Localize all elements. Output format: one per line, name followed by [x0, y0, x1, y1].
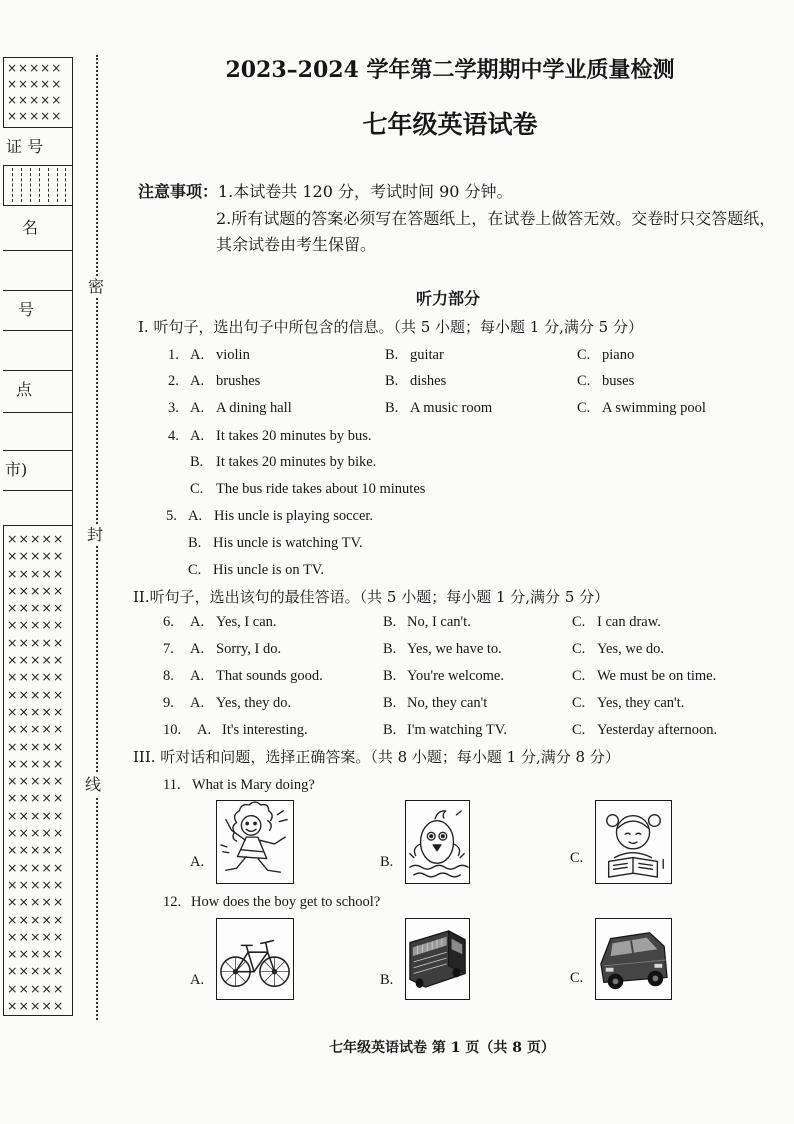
option-text: It takes 20 minutes by bike.: [216, 454, 377, 470]
option-letter: C.: [572, 614, 586, 630]
option-letter: A.: [190, 614, 205, 630]
id-number-label: 证 号: [6, 137, 44, 156]
section-2-title: II.听句子，选出该句的最佳答语。（共 5 小题；每小题 1 分,满分 5 分）: [133, 588, 610, 606]
listening-heading: 听力部分: [415, 289, 480, 308]
cell-divider: [21, 168, 22, 202]
exam-subtitle: 七年级英语试卷: [362, 110, 538, 139]
option-text: No, they can't: [407, 695, 488, 711]
question-number: 10.: [163, 722, 182, 738]
cross-row: ×××××: [7, 894, 65, 910]
option-letter: A.: [190, 347, 205, 363]
option-letter: C.: [577, 373, 591, 389]
option-letter: C.: [572, 722, 586, 738]
cell-divider: [65, 168, 66, 202]
option-letter: C.: [190, 481, 204, 497]
note-item: 1.本试卷共 120 分，考试时间 90 分钟。: [218, 182, 513, 201]
option-letter: B.: [380, 854, 394, 870]
strip-rule: [3, 330, 73, 331]
strip-rule: [3, 412, 73, 413]
option-letter: C.: [570, 850, 584, 866]
cross-row: ×××××: [7, 721, 65, 737]
option-letter: B.: [383, 722, 397, 738]
strip-rule: [3, 290, 73, 291]
cell-divider: [30, 168, 31, 202]
cross-row: ×××××: [7, 617, 65, 633]
option-letter: A.: [188, 508, 203, 524]
option-text: guitar: [410, 347, 444, 363]
cross-row: ×××××: [7, 77, 63, 91]
cross-row: ×××××: [7, 773, 65, 789]
girl-reading-picture: [595, 800, 672, 884]
option-text: Yes, they can't.: [597, 695, 685, 711]
option-letter: B.: [385, 400, 399, 416]
cross-row: ×××××: [7, 61, 63, 75]
girl-reading-drawing: [596, 801, 671, 883]
name-label: 名: [22, 218, 39, 237]
bicycle-picture: [216, 918, 294, 1000]
option-text: Yes, we have to.: [407, 641, 502, 657]
question-stem: How does the boy get to school?: [191, 894, 381, 910]
option-letter: A.: [190, 668, 205, 684]
option-text: brushes: [216, 373, 261, 389]
option-text: Yes, they do.: [216, 695, 292, 711]
option-letter: B.: [385, 373, 399, 389]
cross-row: ×××××: [7, 876, 65, 892]
notes-label: 注意事项：: [138, 182, 219, 201]
option-text: I can draw.: [597, 614, 661, 630]
girl-dancing-drawing: [217, 801, 293, 883]
exam-number-label: 号: [18, 300, 35, 319]
option-letter: A.: [190, 400, 205, 416]
option-letter: B.: [190, 454, 204, 470]
option-letter: A.: [190, 854, 205, 870]
cell-divider: [48, 168, 49, 202]
question-number: 6.: [163, 614, 174, 630]
option-text: A music room: [410, 400, 493, 416]
car-drawing: [596, 919, 671, 999]
question-number: 4.: [168, 428, 179, 444]
cross-row: ×××××: [7, 807, 65, 823]
option-letter: B.: [383, 641, 397, 657]
option-letter: B.: [383, 695, 397, 711]
cross-row: ×××××: [7, 582, 65, 598]
strip-rule: [3, 1015, 73, 1016]
cross-row: ×××××: [7, 703, 65, 719]
cross-row: ×××××: [7, 963, 65, 979]
question-stem: What is Mary doing?: [192, 777, 315, 793]
option-text: Yes, I can.: [216, 614, 277, 630]
strip-rule: [3, 127, 73, 128]
option-letter: C.: [570, 970, 584, 986]
option-letter: C.: [577, 400, 591, 416]
question-number: 8.: [163, 668, 174, 684]
cross-row: ×××××: [7, 738, 65, 754]
strip-rule: [3, 370, 73, 371]
option-text: We must be on time.: [597, 668, 717, 684]
option-letter: A.: [190, 373, 205, 389]
option-text: That sounds good.: [216, 668, 323, 684]
strip-rule: [3, 250, 73, 251]
strip-left-border-cells: [3, 165, 4, 205]
strip-rule: [3, 490, 73, 491]
bus-picture: [405, 918, 470, 1000]
cross-row: ×××××: [7, 946, 65, 962]
option-letter: A.: [190, 428, 205, 444]
seal-mark-mi: 密: [88, 277, 105, 296]
section-1-title: I. 听句子，选出句子中所包含的信息。（共 5 小题；每小题 1 分,满分 5 分）: [138, 318, 643, 336]
chick-swimming-drawing: [406, 801, 469, 883]
cross-row: ×××××: [7, 669, 65, 685]
girl-dancing-picture: [216, 800, 294, 884]
cross-row: ×××××: [7, 652, 65, 668]
cross-row: ×××××: [7, 980, 65, 996]
strip-rule: [3, 525, 73, 526]
question-number: 1.: [168, 347, 179, 363]
option-text: It's interesting.: [222, 722, 308, 738]
cross-row: ×××××: [7, 565, 65, 581]
city-label: 市): [5, 460, 28, 479]
question-number: 7.: [163, 641, 174, 657]
cell-divider: [57, 168, 58, 202]
chick-swimming-picture: [405, 800, 470, 884]
question-number: 2.: [168, 373, 179, 389]
option-letter: C.: [577, 347, 591, 363]
question-number: 9.: [163, 695, 174, 711]
option-text: buses: [602, 373, 635, 389]
cross-row: ×××××: [7, 911, 65, 927]
cross-row: ×××××: [7, 686, 65, 702]
option-letter: C.: [572, 668, 586, 684]
note-item: 2.所有试题的答案必须写在答题纸上，在试卷上做答无效。交卷时只交答题纸，: [216, 209, 776, 228]
option-text: A dining hall: [216, 400, 292, 416]
option-text: His uncle is playing soccer.: [214, 508, 374, 524]
option-letter: B.: [383, 614, 397, 630]
cross-row: ×××××: [7, 634, 65, 650]
cell-divider: [12, 168, 13, 202]
strip-right-border: [72, 57, 73, 1015]
option-text: Sorry, I do.: [216, 641, 282, 657]
cross-row: ×××××: [7, 600, 65, 616]
option-text: It takes 20 minutes by bus.: [216, 428, 372, 444]
seal-mark-xian: 线: [85, 775, 102, 794]
option-text: His uncle is watching TV.: [213, 535, 363, 551]
cross-row: ×××××: [7, 790, 65, 806]
option-text: You're welcome.: [407, 668, 504, 684]
strip-rule: [3, 450, 73, 451]
option-text: His uncle is on TV.: [213, 562, 325, 578]
bottom-cross-box: [4, 530, 71, 1014]
option-letter: C.: [188, 562, 202, 578]
top-cross-box: [4, 60, 71, 126]
seal-mark-feng: 封: [87, 525, 104, 544]
option-letter: A.: [190, 695, 205, 711]
option-letter: A.: [190, 641, 205, 657]
page-footer: 七年级英语试卷 第 1 页（共 8 页）: [329, 1040, 555, 1056]
question-number: 3.: [168, 400, 179, 416]
bus-drawing: [406, 919, 469, 999]
option-letter: C.: [572, 695, 586, 711]
cross-row: ×××××: [7, 109, 63, 123]
option-letter: C.: [572, 641, 586, 657]
cross-row: ×××××: [7, 548, 65, 564]
option-text: piano: [602, 347, 635, 363]
cross-row: ×××××: [7, 825, 65, 841]
option-text: violin: [216, 347, 250, 363]
cross-row: ×××××: [7, 859, 65, 875]
option-text: Yesterday afternoon.: [597, 722, 718, 738]
note-item: 其余试卷由考生保留。: [216, 235, 377, 254]
option-letter: B.: [380, 972, 394, 988]
cross-row: ×××××: [7, 842, 65, 858]
option-letter: B.: [383, 668, 397, 684]
cross-row: ×××××: [7, 93, 63, 107]
strip-rule: [3, 57, 73, 58]
cross-row: ×××××: [7, 998, 65, 1014]
option-text: Yes, we do.: [597, 641, 665, 657]
option-letter: A.: [197, 722, 212, 738]
option-text: No, I can't.: [407, 614, 471, 630]
cell-divider: [39, 168, 40, 202]
strip-rule: [3, 205, 73, 206]
option-letter: A.: [190, 972, 205, 988]
strip-rule: [3, 165, 73, 166]
option-text: The bus ride takes about 10 minutes: [216, 481, 426, 497]
option-text: dishes: [410, 373, 447, 389]
option-text: I'm watching TV.: [407, 722, 507, 738]
bicycle-drawing: [217, 919, 293, 999]
exam-site-label: 点: [16, 380, 33, 399]
question-number: 12.: [163, 894, 182, 910]
option-text: A swimming pool: [602, 400, 706, 416]
question-number: 11.: [163, 777, 181, 793]
car-picture: [595, 918, 672, 1000]
option-letter: B.: [385, 347, 399, 363]
exam-title: 2023–2024 学年第二学期期中学业质量检测: [225, 57, 675, 83]
cross-row: ×××××: [7, 531, 65, 546]
section-3-title: III. 听对话和问题，选择正确答案。（共 8 小题；每小题 1 分,满分 8 分）: [133, 748, 620, 766]
question-number: 5.: [166, 508, 177, 524]
option-letter: B.: [188, 535, 202, 551]
cross-row: ×××××: [7, 755, 65, 771]
cross-row: ×××××: [7, 928, 65, 944]
